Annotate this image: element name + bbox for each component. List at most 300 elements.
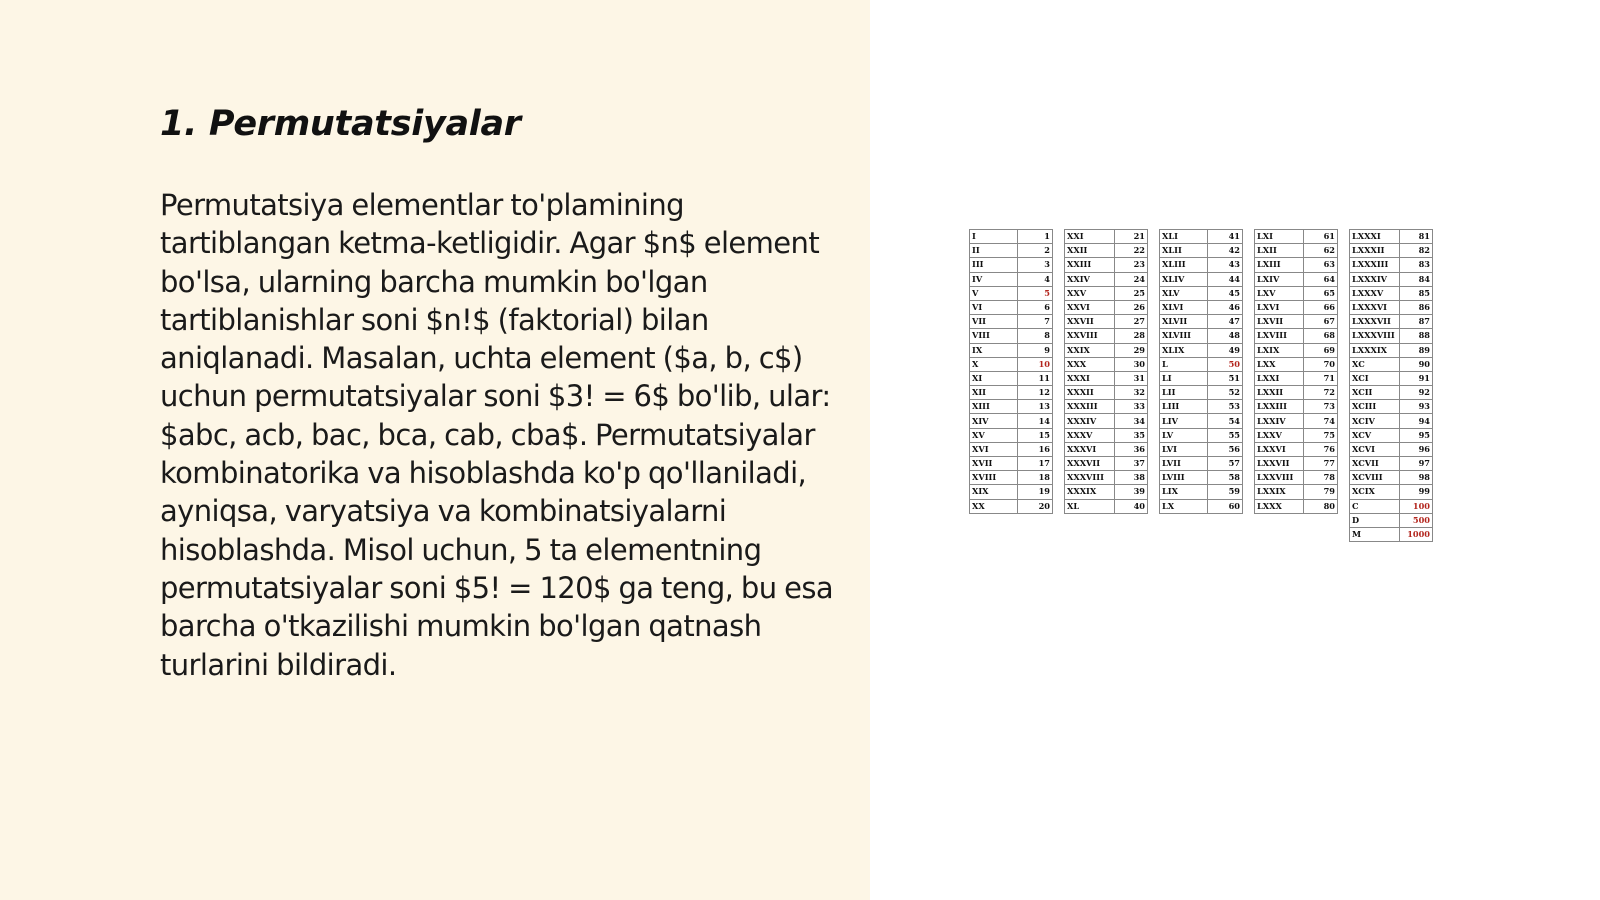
table-row — [1350, 357, 1433, 371]
table-row — [970, 485, 1053, 499]
arabic-value-cell: 75 — [1304, 428, 1338, 442]
roman-numeral-cell: LXXIII — [1255, 400, 1304, 414]
arabic-value-cell: 77 — [1304, 457, 1338, 471]
roman-numeral-cell: XXXVIII — [1065, 471, 1115, 485]
table-row — [1065, 329, 1148, 343]
table-row — [1350, 442, 1433, 456]
arabic-value-cell: 95 — [1399, 428, 1432, 442]
roman-numeral-cell: III — [970, 258, 1018, 272]
table-row — [1160, 457, 1243, 471]
arabic-value-cell: 23 — [1114, 258, 1147, 272]
table-row — [970, 272, 1053, 286]
arabic-value-cell: 85 — [1399, 286, 1432, 300]
table-row — [1065, 414, 1148, 428]
table-row — [1255, 315, 1338, 329]
roman-numeral-cell: XCIII — [1350, 400, 1400, 414]
table-row — [970, 300, 1053, 314]
arabic-value-cell: 48 — [1208, 329, 1243, 343]
table-row — [1160, 386, 1243, 400]
roman-numeral-cell: VII — [970, 315, 1018, 329]
table-row — [1065, 371, 1148, 385]
arabic-value-cell: 50 — [1208, 357, 1243, 371]
roman-numeral-cell: XLVI — [1160, 300, 1208, 314]
roman-numeral-cell: LXXVIII — [1255, 471, 1304, 485]
roman-numeral-cell: LXXXI — [1350, 230, 1400, 244]
roman-numeral-cell: XCVI — [1350, 442, 1400, 456]
table-row — [970, 371, 1053, 385]
roman-numeral-cell: XXVI — [1065, 300, 1115, 314]
table-row — [970, 499, 1053, 513]
roman-numeral-cell: LXXXIX — [1350, 343, 1400, 357]
arabic-value-cell: 47 — [1208, 315, 1243, 329]
roman-numeral-cell: LII — [1160, 386, 1208, 400]
arabic-value-cell: 27 — [1114, 315, 1147, 329]
roman-numeral-cell: XXXII — [1065, 386, 1115, 400]
roman-numeral-cell: XCVIII — [1350, 471, 1400, 485]
roman-table-2 — [1064, 229, 1148, 514]
table-row — [970, 343, 1053, 357]
arabic-value-cell: 66 — [1304, 300, 1338, 314]
roman-numeral-cell: LXXVI — [1255, 442, 1304, 456]
roman-numeral-cell: VIII — [970, 329, 1018, 343]
table-row — [1065, 286, 1148, 300]
arabic-value-cell: 58 — [1208, 471, 1243, 485]
arabic-value-cell: 40 — [1114, 499, 1147, 513]
table-row — [1065, 386, 1148, 400]
arabic-value-cell: 13 — [1017, 400, 1052, 414]
table-row — [1255, 457, 1338, 471]
roman-numeral-cell: LXXXII — [1350, 244, 1400, 258]
table-row — [1065, 442, 1148, 456]
table-row — [1350, 371, 1433, 385]
roman-numeral-cell: LXVII — [1255, 315, 1304, 329]
table-row — [1255, 485, 1338, 499]
table-row — [1350, 272, 1433, 286]
table-row — [1255, 400, 1338, 414]
arabic-value-cell: 84 — [1399, 272, 1432, 286]
arabic-value-cell: 17 — [1017, 457, 1052, 471]
table-row — [1160, 272, 1243, 286]
arabic-value-cell: 96 — [1399, 442, 1432, 456]
arabic-value-cell: 78 — [1304, 471, 1338, 485]
roman-numeral-cell: XLV — [1160, 286, 1208, 300]
arabic-value-cell: 100 — [1399, 499, 1432, 513]
roman-numeral-cell: XIX — [970, 485, 1018, 499]
roman-numeral-cell: LXXXIV — [1350, 272, 1400, 286]
arabic-value-cell: 26 — [1114, 300, 1147, 314]
table-row — [1350, 300, 1433, 314]
table-row — [1160, 244, 1243, 258]
arabic-value-cell: 15 — [1017, 428, 1052, 442]
table-row — [970, 286, 1053, 300]
table-row — [970, 428, 1053, 442]
roman-numeral-cell: LXXXVI — [1350, 300, 1400, 314]
arabic-value-cell: 32 — [1114, 386, 1147, 400]
roman-numeral-cell: VI — [970, 300, 1018, 314]
roman-numeral-cell: LXII — [1255, 244, 1304, 258]
table-row — [1350, 428, 1433, 442]
roman-numeral-cell: LIX — [1160, 485, 1208, 499]
arabic-value-cell: 92 — [1399, 386, 1432, 400]
arabic-value-cell: 500 — [1399, 513, 1432, 527]
arabic-value-cell: 9 — [1017, 343, 1052, 357]
roman-numeral-cell: XCII — [1350, 386, 1400, 400]
arabic-value-cell: 81 — [1399, 230, 1432, 244]
roman-numeral-cell: XCV — [1350, 428, 1400, 442]
table-row — [970, 386, 1053, 400]
table-row — [1160, 329, 1243, 343]
slide-body-text: Permutatsiya elementlar to'plamining tartiblangan ketma-ketligidir. Agar $n$ element bo'lsa, ularning barcha mumkin bo'lgan tartiblanishlar soni $n!$ (faktorial) bilan aniqlanadi. Masalan, uchta element ($a, b, c$) uchun permutatsiyalar soni $3! = 6$ bo'lib, ular: $abc, acb, bac, bca, cab, cba$. Permutatsiyalar kombinatorika va hisoblashda ko'p qo'llaniladi, ayniqsa, varyatsiya va kombinatsiyalarni hisoblashda. Misol uchun, 5 ta elementning permutatsiyalar soni $5! = 120$ ga teng, bu esa barcha o'tkazilishi mumkin bo'lgan qatnash turlarini bildiradi. — [160, 188, 834, 682]
arabic-value-cell: 21 — [1114, 230, 1147, 244]
arabic-value-cell: 41 — [1208, 230, 1243, 244]
arabic-value-cell: 31 — [1114, 371, 1147, 385]
roman-numeral-cell: XC — [1350, 357, 1400, 371]
roman-numeral-cell: XVIII — [970, 471, 1018, 485]
arabic-value-cell: 89 — [1399, 343, 1432, 357]
arabic-value-cell: 62 — [1304, 244, 1338, 258]
arabic-value-cell: 69 — [1304, 343, 1338, 357]
roman-numeral-cell: C — [1350, 499, 1400, 513]
table-row — [1160, 357, 1243, 371]
roman-numeral-cell: XCIX — [1350, 485, 1400, 499]
roman-numeral-cell: LXI — [1255, 230, 1304, 244]
table-row — [1065, 428, 1148, 442]
table-row — [1065, 357, 1148, 371]
roman-numeral-cell: LXVI — [1255, 300, 1304, 314]
arabic-value-cell: 33 — [1114, 400, 1147, 414]
roman-numeral-cell: XXXVII — [1065, 457, 1115, 471]
table-row — [1065, 300, 1148, 314]
table-row — [1350, 400, 1433, 414]
roman-numeral-cell: I — [970, 230, 1018, 244]
arabic-value-cell: 94 — [1399, 414, 1432, 428]
table-row — [1065, 499, 1148, 513]
table-row — [1350, 485, 1433, 499]
roman-numeral-cell: LXX — [1255, 357, 1304, 371]
table-row — [1255, 428, 1338, 442]
table-row — [1160, 428, 1243, 442]
roman-numeral-cell: LXXIV — [1255, 414, 1304, 428]
slide-title: 1. Permutatsiyalar — [160, 104, 521, 144]
table-row — [1160, 400, 1243, 414]
roman-numeral-cell: XX — [970, 499, 1018, 513]
arabic-value-cell: 4 — [1017, 272, 1052, 286]
roman-numeral-cell: XXII — [1065, 244, 1115, 258]
arabic-value-cell: 11 — [1017, 371, 1052, 385]
arabic-value-cell: 71 — [1304, 371, 1338, 385]
arabic-value-cell: 19 — [1017, 485, 1052, 499]
roman-numeral-cell: LIII — [1160, 400, 1208, 414]
roman-numeral-cell: XXXIV — [1065, 414, 1115, 428]
table-row — [1160, 343, 1243, 357]
arabic-value-cell: 90 — [1399, 357, 1432, 371]
arabic-value-cell: 59 — [1208, 485, 1243, 499]
arabic-value-cell: 56 — [1208, 442, 1243, 456]
roman-numeral-cell: XXV — [1065, 286, 1115, 300]
table-row — [1065, 457, 1148, 471]
arabic-value-cell: 93 — [1399, 400, 1432, 414]
roman-numeral-cell: LXXI — [1255, 371, 1304, 385]
table-row — [970, 258, 1053, 272]
roman-numeral-cell: XXXI — [1065, 371, 1115, 385]
table-row — [1160, 230, 1243, 244]
arabic-value-cell: 87 — [1399, 315, 1432, 329]
arabic-value-cell: 5 — [1017, 286, 1052, 300]
table-row — [1255, 343, 1338, 357]
table-row — [1160, 286, 1243, 300]
table-row — [1065, 343, 1148, 357]
arabic-value-cell: 34 — [1114, 414, 1147, 428]
roman-numeral-cell: XXX — [1065, 357, 1115, 371]
roman-numeral-cell: LV — [1160, 428, 1208, 442]
arabic-value-cell: 42 — [1208, 244, 1243, 258]
arabic-value-cell: 86 — [1399, 300, 1432, 314]
arabic-value-cell: 25 — [1114, 286, 1147, 300]
arabic-value-cell: 68 — [1304, 329, 1338, 343]
table-row — [1350, 414, 1433, 428]
arabic-value-cell: 30 — [1114, 357, 1147, 371]
arabic-value-cell: 52 — [1208, 386, 1243, 400]
arabic-value-cell: 53 — [1208, 400, 1243, 414]
arabic-value-cell: 12 — [1017, 386, 1052, 400]
arabic-value-cell: 79 — [1304, 485, 1338, 499]
roman-table-3 — [1159, 229, 1243, 514]
arabic-value-cell: 70 — [1304, 357, 1338, 371]
roman-numeral-cell: LXXII — [1255, 386, 1304, 400]
table-row — [1350, 513, 1433, 527]
roman-numeral-cell: LXIII — [1255, 258, 1304, 272]
arabic-value-cell: 98 — [1399, 471, 1432, 485]
roman-numeral-cell: XXXVI — [1065, 442, 1115, 456]
roman-numeral-cell: X — [970, 357, 1018, 371]
roman-numeral-cell: LXIX — [1255, 343, 1304, 357]
roman-numeral-cell: LX — [1160, 499, 1208, 513]
table-row — [1160, 485, 1243, 499]
arabic-value-cell: 97 — [1399, 457, 1432, 471]
roman-numeral-cell: XV — [970, 428, 1018, 442]
table-row — [1160, 471, 1243, 485]
roman-numeral-cell: XCVII — [1350, 457, 1400, 471]
arabic-value-cell: 16 — [1017, 442, 1052, 456]
table-row — [1255, 386, 1338, 400]
table-row — [1255, 499, 1338, 513]
table-row — [1350, 471, 1433, 485]
arabic-value-cell: 14 — [1017, 414, 1052, 428]
arabic-value-cell: 67 — [1304, 315, 1338, 329]
roman-numeral-cell: IX — [970, 343, 1018, 357]
table-row — [1350, 499, 1433, 513]
table-row — [970, 244, 1053, 258]
table-row — [970, 457, 1053, 471]
arabic-value-cell: 44 — [1208, 272, 1243, 286]
roman-numeral-cell: V — [970, 286, 1018, 300]
roman-numeral-cell: XXXV — [1065, 428, 1115, 442]
roman-numeral-cell: XL — [1065, 499, 1115, 513]
roman-numeral-cell: XXXIII — [1065, 400, 1115, 414]
table-row — [1255, 272, 1338, 286]
arabic-value-cell: 39 — [1114, 485, 1147, 499]
arabic-value-cell: 57 — [1208, 457, 1243, 471]
arabic-value-cell: 28 — [1114, 329, 1147, 343]
arabic-value-cell: 29 — [1114, 343, 1147, 357]
arabic-value-cell: 8 — [1017, 329, 1052, 343]
arabic-value-cell: 6 — [1017, 300, 1052, 314]
table-row — [1065, 258, 1148, 272]
table-row — [1160, 315, 1243, 329]
table-row — [1065, 272, 1148, 286]
roman-numeral-cell: LXVIII — [1255, 329, 1304, 343]
roman-table-4 — [1254, 229, 1338, 514]
table-row — [970, 329, 1053, 343]
arabic-value-cell: 83 — [1399, 258, 1432, 272]
roman-numeral-cell: LVIII — [1160, 471, 1208, 485]
table-row — [1350, 457, 1433, 471]
table-row — [1255, 471, 1338, 485]
arabic-value-cell: 65 — [1304, 286, 1338, 300]
arabic-value-cell: 1 — [1017, 230, 1052, 244]
roman-numeral-cell: XII — [970, 386, 1018, 400]
table-row — [970, 230, 1053, 244]
roman-numeral-cell: XLVII — [1160, 315, 1208, 329]
table-row — [1255, 300, 1338, 314]
arabic-value-cell: 43 — [1208, 258, 1243, 272]
table-row — [970, 357, 1053, 371]
roman-numeral-cell: LVII — [1160, 457, 1208, 471]
arabic-value-cell: 80 — [1304, 499, 1338, 513]
arabic-value-cell: 88 — [1399, 329, 1432, 343]
roman-numeral-cell: LXXXV — [1350, 286, 1400, 300]
table-row — [970, 414, 1053, 428]
arabic-value-cell: 1000 — [1399, 527, 1432, 541]
table-row — [1350, 386, 1433, 400]
roman-numeral-cell: LXIV — [1255, 272, 1304, 286]
table-row — [1065, 244, 1148, 258]
table-row — [1350, 329, 1433, 343]
arabic-value-cell: 73 — [1304, 400, 1338, 414]
roman-numeral-cell: LXXXVIII — [1350, 329, 1400, 343]
table-row — [1255, 286, 1338, 300]
table-row — [970, 400, 1053, 414]
table-row — [1160, 442, 1243, 456]
arabic-value-cell: 74 — [1304, 414, 1338, 428]
table-row — [1255, 230, 1338, 244]
table-row — [1255, 442, 1338, 456]
table-row — [1065, 315, 1148, 329]
roman-table-1 — [969, 229, 1053, 514]
roman-numeral-cell: II — [970, 244, 1018, 258]
table-row — [970, 442, 1053, 456]
roman-numeral-cell: IV — [970, 272, 1018, 286]
table-row — [1255, 329, 1338, 343]
roman-numeral-cell: XXIV — [1065, 272, 1115, 286]
arabic-value-cell: 10 — [1017, 357, 1052, 371]
table-row — [1065, 230, 1148, 244]
roman-numeral-cell: XCI — [1350, 371, 1400, 385]
table-row — [1065, 400, 1148, 414]
arabic-value-cell: 2 — [1017, 244, 1052, 258]
arabic-value-cell: 3 — [1017, 258, 1052, 272]
roman-numeral-cell: XXXIX — [1065, 485, 1115, 499]
roman-numeral-cell: M — [1350, 527, 1400, 541]
arabic-value-cell: 91 — [1399, 371, 1432, 385]
roman-numeral-cell: LXXVII — [1255, 457, 1304, 471]
roman-numeral-cell: L — [1160, 357, 1208, 371]
roman-numeral-cell: XIII — [970, 400, 1018, 414]
arabic-value-cell: 76 — [1304, 442, 1338, 456]
arabic-value-cell: 55 — [1208, 428, 1243, 442]
arabic-value-cell: 61 — [1304, 230, 1338, 244]
table-row — [1350, 230, 1433, 244]
roman-numeral-cell: LVI — [1160, 442, 1208, 456]
roman-numeral-cell: XXI — [1065, 230, 1115, 244]
table-row — [1160, 258, 1243, 272]
arabic-value-cell: 45 — [1208, 286, 1243, 300]
table-row — [1255, 357, 1338, 371]
arabic-value-cell: 72 — [1304, 386, 1338, 400]
table-row — [1255, 414, 1338, 428]
roman-numeral-cell: LIV — [1160, 414, 1208, 428]
arabic-value-cell: 64 — [1304, 272, 1338, 286]
roman-numeral-cell: XXVIII — [1065, 329, 1115, 343]
arabic-value-cell: 99 — [1399, 485, 1432, 499]
arabic-value-cell: 7 — [1017, 315, 1052, 329]
table-row — [1350, 244, 1433, 258]
roman-numeral-cell: XVII — [970, 457, 1018, 471]
arabic-value-cell: 36 — [1114, 442, 1147, 456]
arabic-value-cell: 37 — [1114, 457, 1147, 471]
table-row — [1160, 499, 1243, 513]
table-row — [1255, 244, 1338, 258]
roman-numeral-cell: XXIX — [1065, 343, 1115, 357]
roman-numeral-cell: LXV — [1255, 286, 1304, 300]
roman-numeral-tables-image — [969, 229, 1433, 546]
roman-numeral-cell: XLIX — [1160, 343, 1208, 357]
arabic-value-cell: 38 — [1114, 471, 1147, 485]
arabic-value-cell: 60 — [1208, 499, 1243, 513]
roman-numeral-cell: XIV — [970, 414, 1018, 428]
roman-numeral-cell: LXXXVII — [1350, 315, 1400, 329]
roman-numeral-cell: LXXXIII — [1350, 258, 1400, 272]
roman-table-5 — [1349, 229, 1433, 542]
table-row — [1160, 371, 1243, 385]
roman-numeral-cell: LXXIX — [1255, 485, 1304, 499]
roman-numeral-cell: XLIV — [1160, 272, 1208, 286]
arabic-value-cell: 54 — [1208, 414, 1243, 428]
table-row — [970, 315, 1053, 329]
roman-numeral-cell: XVI — [970, 442, 1018, 456]
table-row — [1350, 315, 1433, 329]
roman-numeral-cell: XLIII — [1160, 258, 1208, 272]
arabic-value-cell: 49 — [1208, 343, 1243, 357]
table-row — [1255, 371, 1338, 385]
roman-numeral-cell: XXVII — [1065, 315, 1115, 329]
roman-numeral-cell: XLVIII — [1160, 329, 1208, 343]
table-row — [1255, 258, 1338, 272]
roman-numeral-cell: XI — [970, 371, 1018, 385]
table-row — [1065, 471, 1148, 485]
roman-numeral-cell: XLII — [1160, 244, 1208, 258]
table-row — [1160, 300, 1243, 314]
roman-numeral-cell: XXIII — [1065, 258, 1115, 272]
roman-numeral-cell: LXXV — [1255, 428, 1304, 442]
table-row — [1350, 527, 1433, 541]
table-row — [1160, 414, 1243, 428]
arabic-value-cell: 20 — [1017, 499, 1052, 513]
arabic-value-cell: 63 — [1304, 258, 1338, 272]
table-row — [1350, 343, 1433, 357]
arabic-value-cell: 24 — [1114, 272, 1147, 286]
arabic-value-cell: 82 — [1399, 244, 1432, 258]
